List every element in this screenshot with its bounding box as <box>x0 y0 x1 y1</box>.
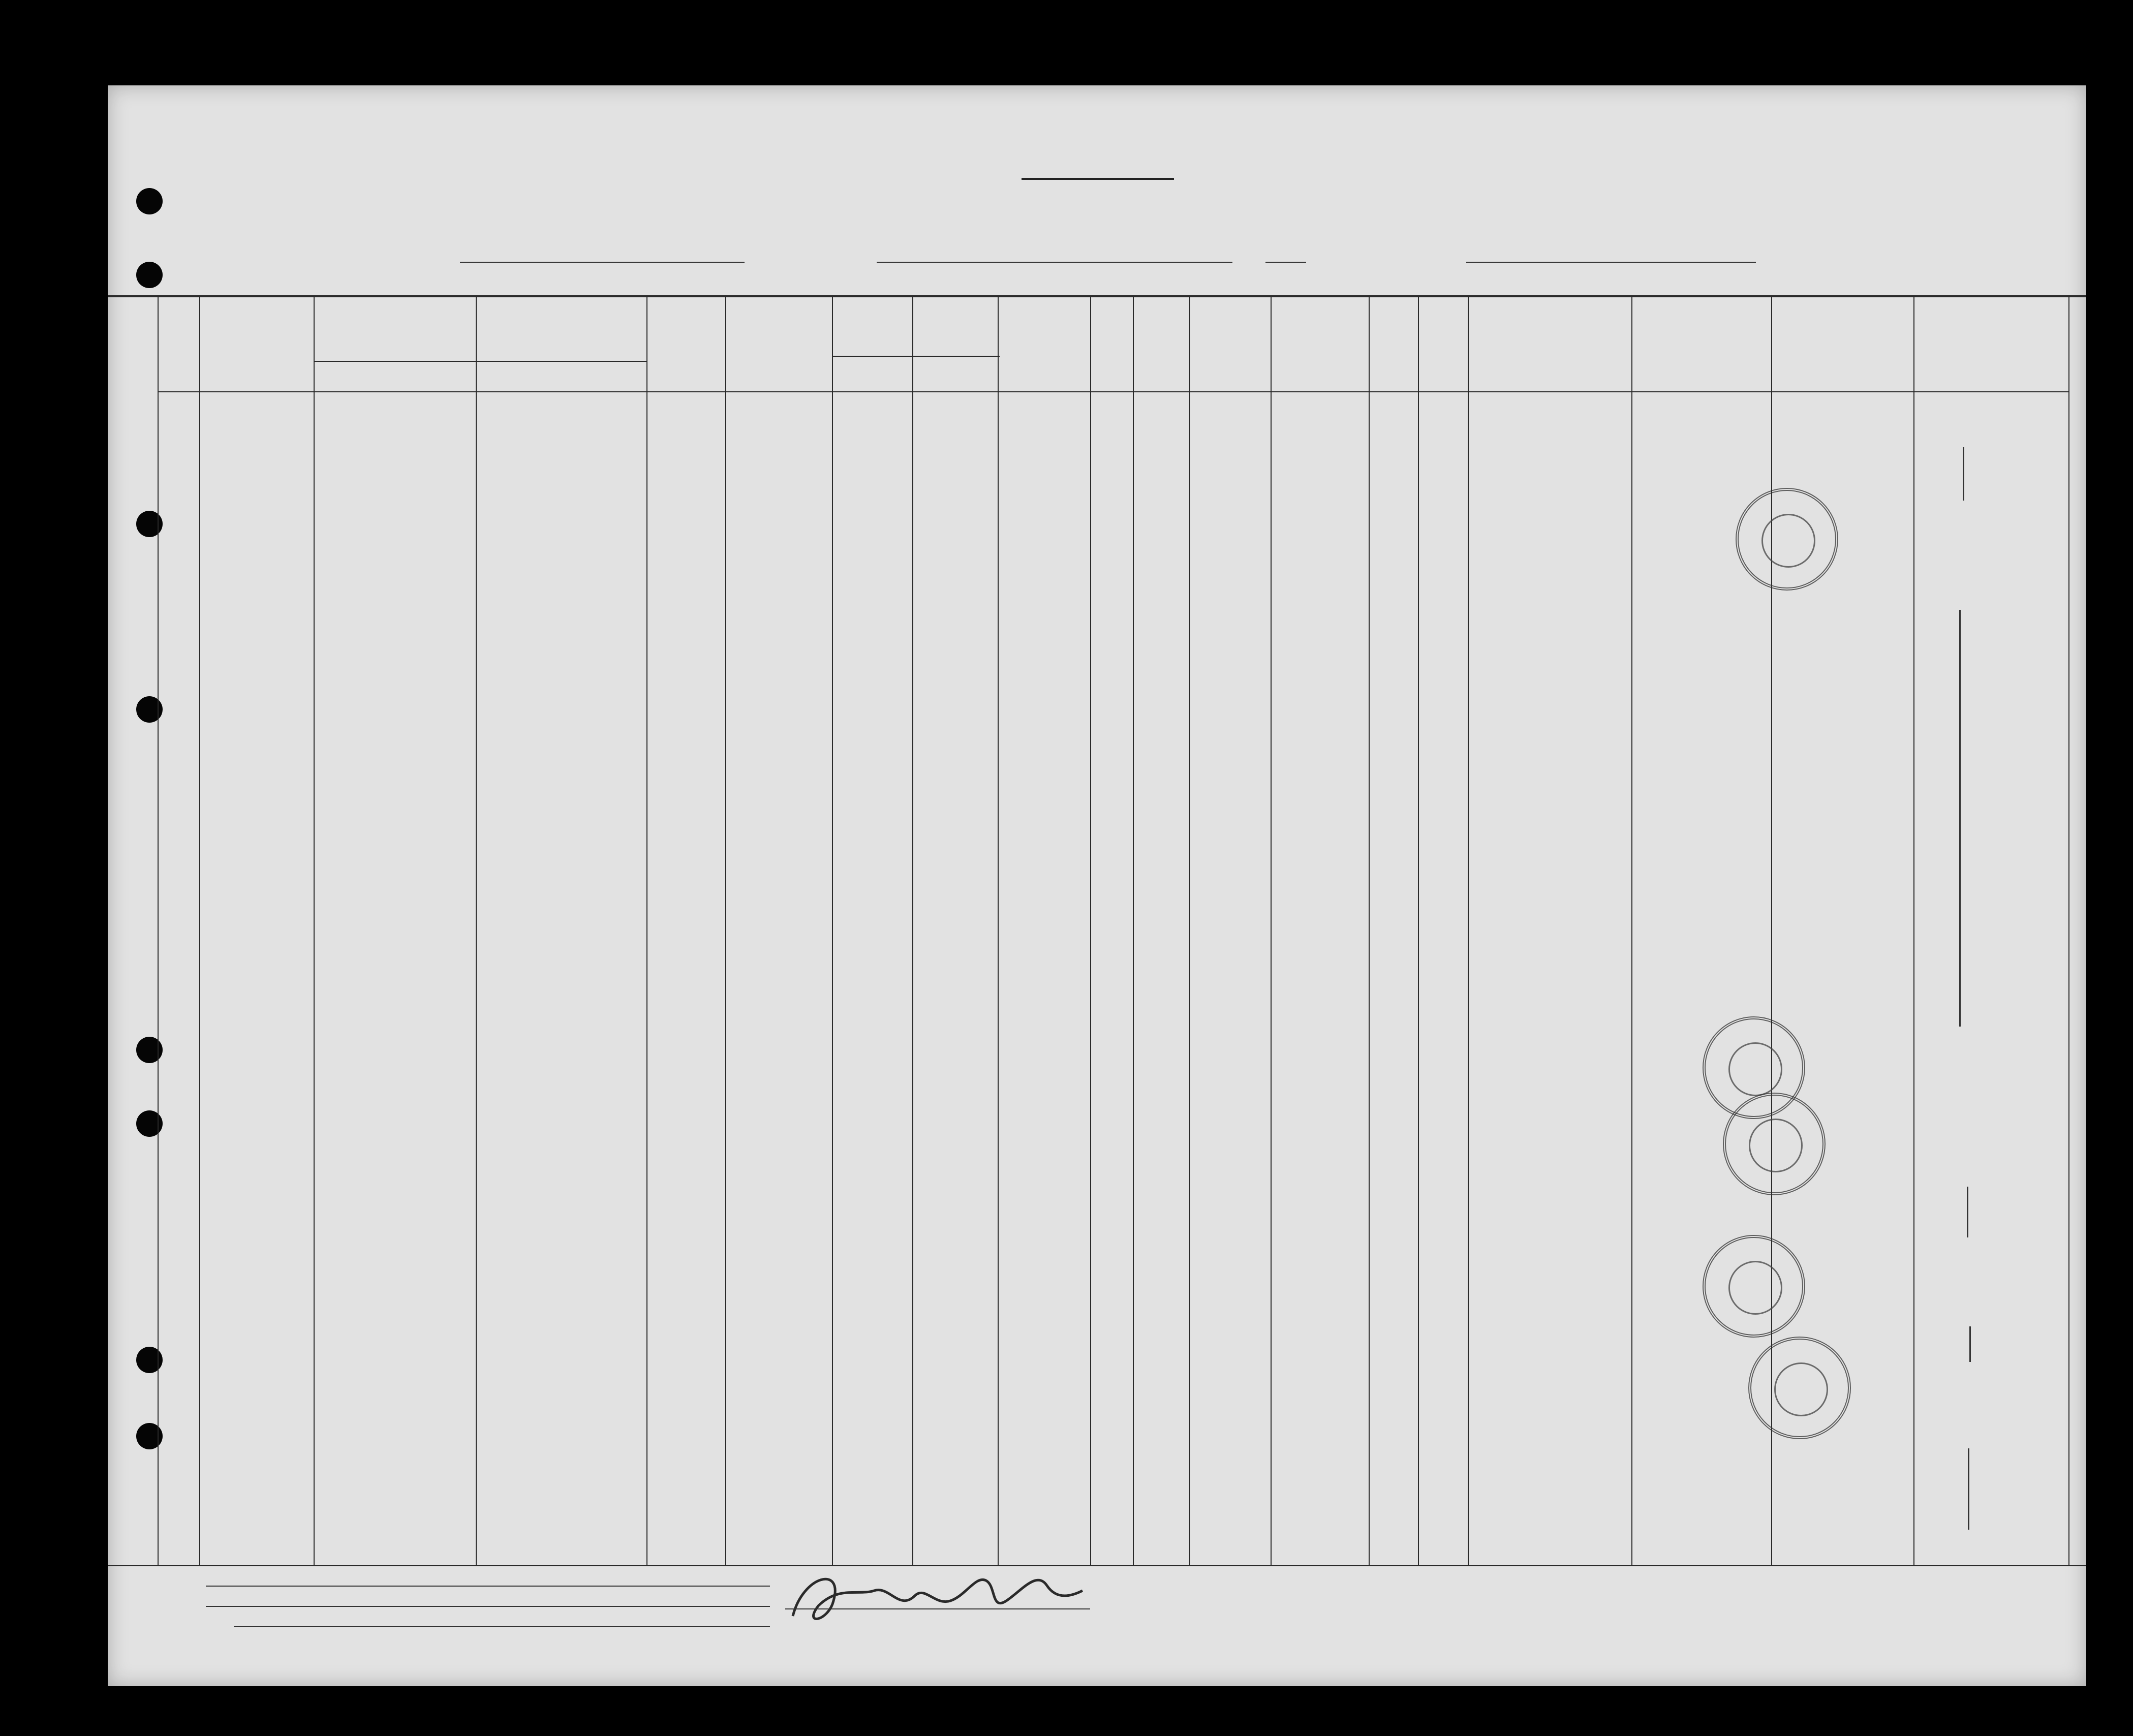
column-divider <box>1468 296 1469 1565</box>
column-divider <box>832 296 833 1565</box>
table-top-rule <box>108 295 2086 297</box>
column-divider <box>1189 296 1190 1565</box>
remarks-ditto-line <box>1969 1326 1971 1362</box>
column-divider <box>314 296 315 1565</box>
consulate-seal-stamp <box>1748 1337 1851 1439</box>
column-divider <box>725 296 726 1565</box>
binder-hole <box>136 1347 163 1373</box>
binder-hole <box>136 696 163 723</box>
column-divider <box>646 296 647 1565</box>
binder-hole <box>136 262 163 288</box>
manifest-sheet <box>108 85 2086 1686</box>
column-divider <box>1133 296 1134 1565</box>
column-divider <box>476 296 477 1565</box>
column-divider <box>1631 296 1632 1565</box>
binder-hole <box>136 1037 163 1063</box>
from-port-underline <box>1466 262 1756 263</box>
line-rule <box>206 1586 770 1587</box>
remarks-ditto-line <box>1959 610 1961 1027</box>
column-divider <box>1913 296 1914 1565</box>
shipped-subcol-divider <box>912 356 913 391</box>
header-bottom-rule <box>158 391 2068 392</box>
column-divider <box>199 296 200 1565</box>
signature-rule <box>785 1608 1090 1609</box>
binder-hole <box>136 1423 163 1449</box>
remarks-ditto-line <box>1967 1187 1968 1237</box>
binder-hole <box>136 511 163 537</box>
column-divider <box>998 296 999 1565</box>
owners-rule <box>206 1606 770 1607</box>
column-divider <box>1418 296 1419 1565</box>
column-divider <box>1271 296 1272 1565</box>
table-bottom-rule <box>108 1565 2086 1566</box>
name-subheader-rule <box>314 361 647 362</box>
binder-hole <box>136 188 163 214</box>
remarks-ditto-line <box>1963 447 1964 501</box>
column-divider <box>1369 296 1370 1565</box>
column-divider <box>2068 296 2069 1565</box>
vessel-underline <box>460 262 745 263</box>
name-subcol-divider <box>476 361 477 391</box>
year-underline <box>1265 262 1306 263</box>
inspector-signature <box>772 1555 1088 1636</box>
consulate-seal-stamp <box>1703 1235 1805 1338</box>
arriving-underline <box>877 262 1232 263</box>
column-divider <box>912 296 913 1565</box>
shipped-subheader-rule <box>832 356 1000 357</box>
column-divider <box>1090 296 1091 1565</box>
binder-hole <box>136 1110 163 1137</box>
consulate-seal-stamp <box>1736 488 1838 591</box>
title-rule <box>1022 178 1174 180</box>
consulate-seal-stamp <box>1723 1093 1826 1195</box>
local-agents-rule <box>234 1626 770 1627</box>
remarks-ditto-line <box>1968 1448 1969 1530</box>
column-divider <box>158 296 159 1565</box>
